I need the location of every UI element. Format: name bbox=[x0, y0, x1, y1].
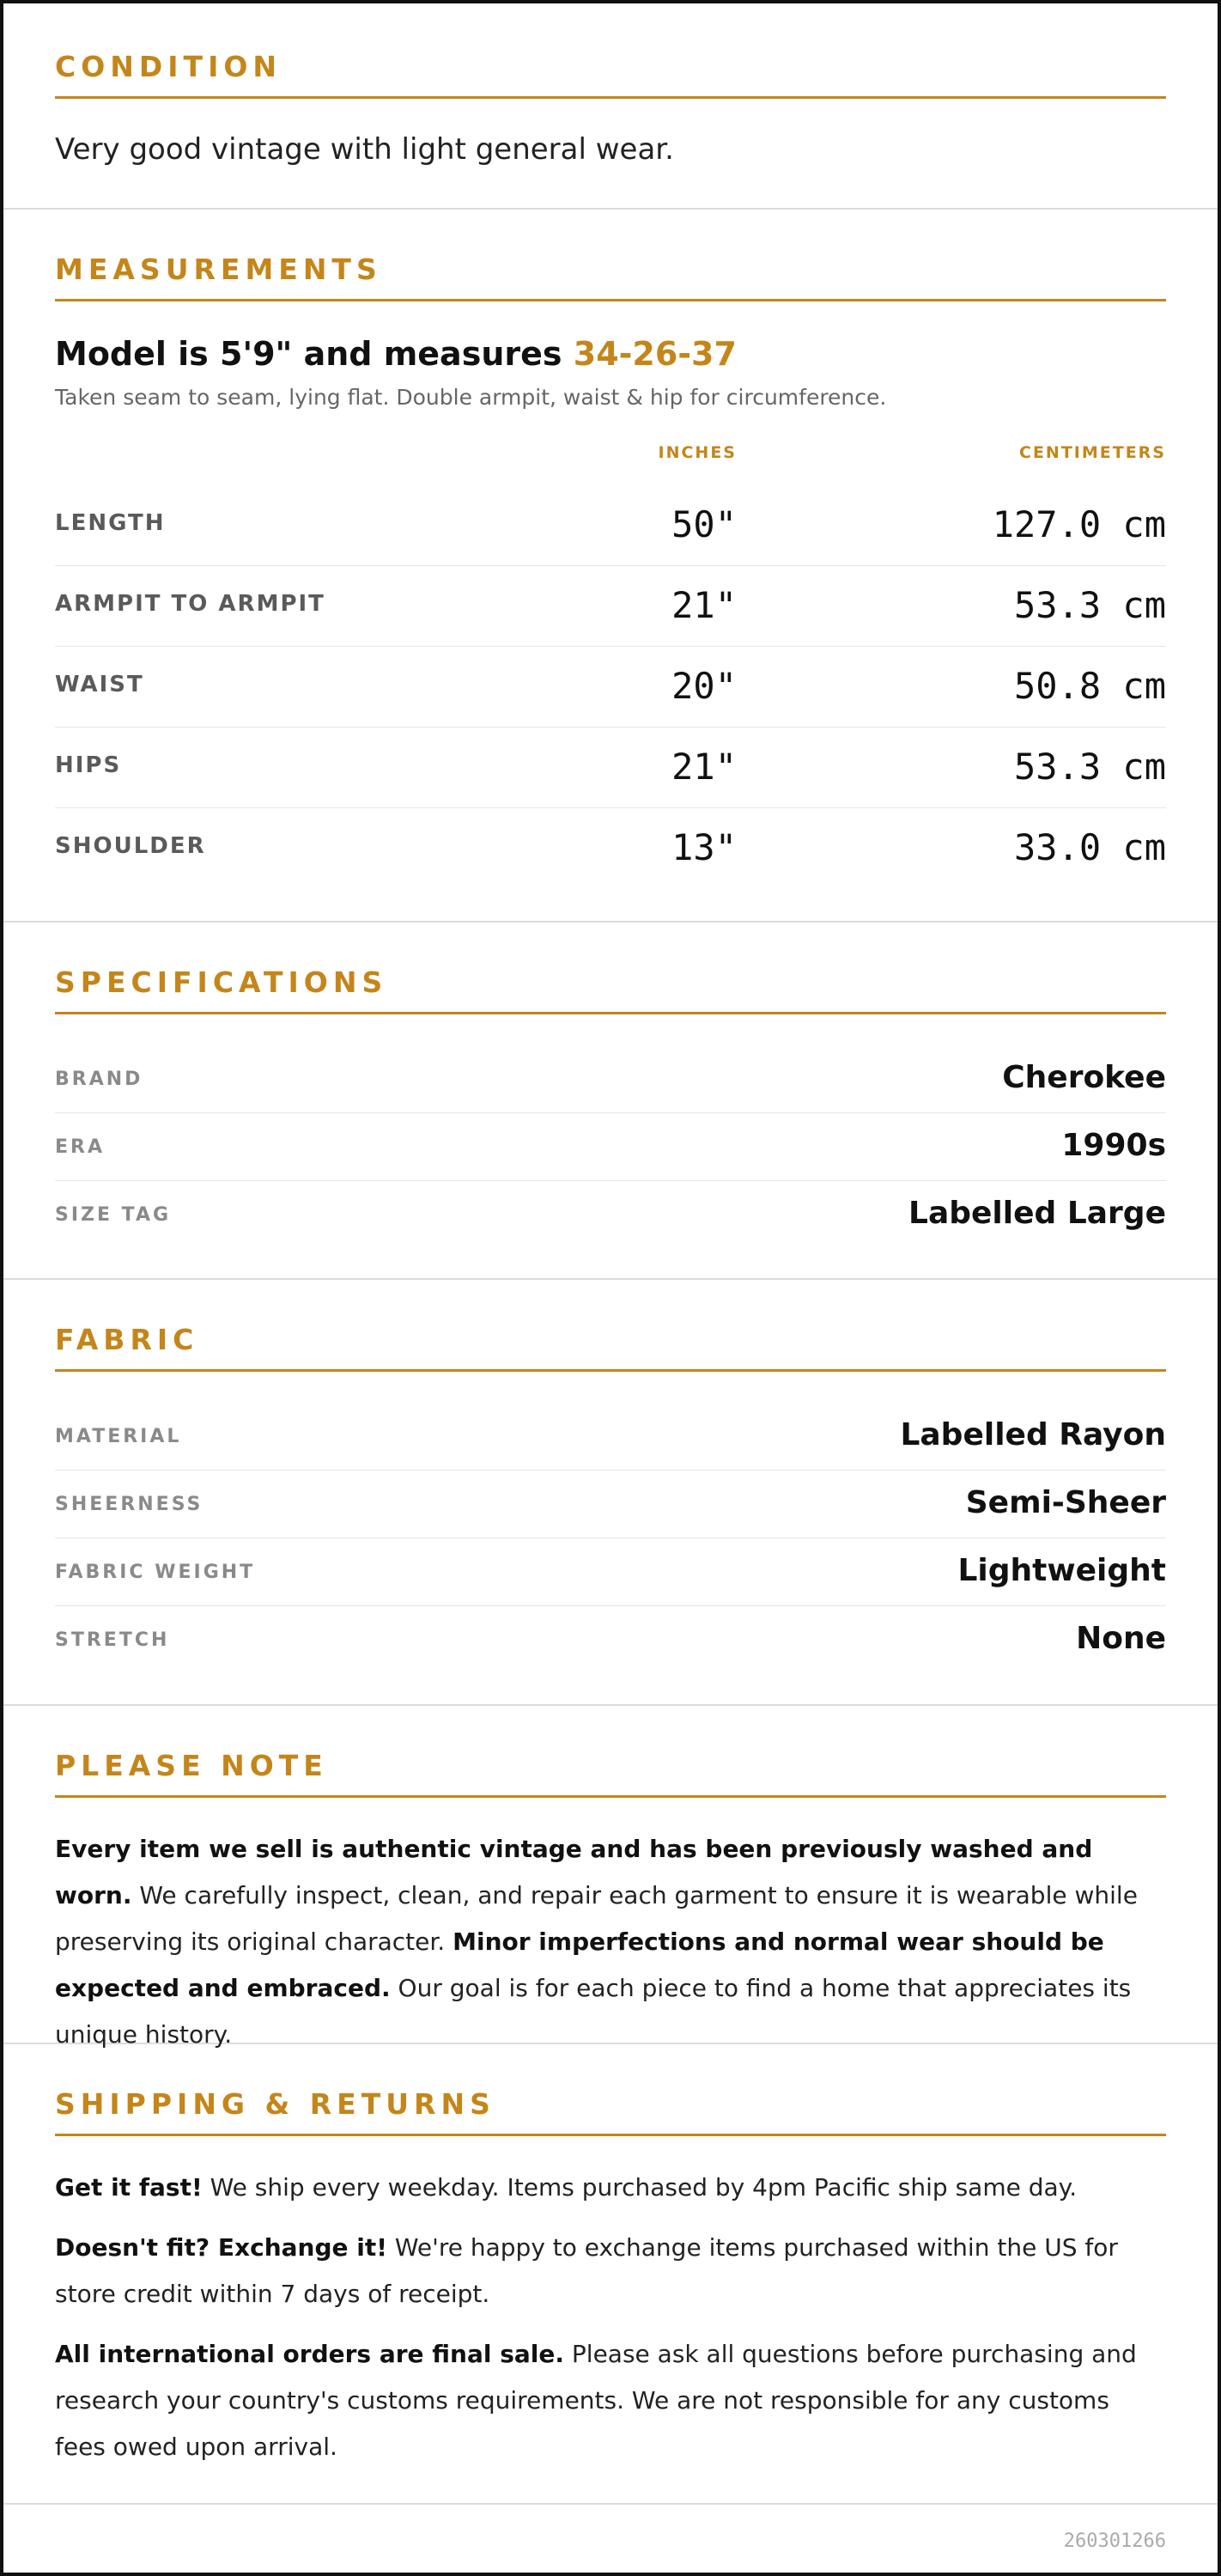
fabric-value: Semi-Sheer bbox=[965, 1485, 1166, 1520]
fabric-row-material bbox=[55, 1402, 1166, 1471]
shipping-heading: SHIPPING & RETURNS bbox=[55, 2087, 1166, 2136]
model-value: 34-26-37 bbox=[573, 335, 737, 373]
product-id: 260301266 bbox=[1063, 2530, 1166, 2552]
shipping-bold-3: All international orders are final sale. bbox=[55, 2340, 565, 2368]
shipping-text-1: We ship every weekday. Items purchased by 4pm Pacific ship same day. bbox=[202, 2173, 1078, 2201]
specifications-heading: SPECIFICATIONS bbox=[55, 965, 1166, 1014]
spec-value: Labelled Large bbox=[908, 1196, 1166, 1231]
measurement-label: SHOULDER bbox=[55, 833, 206, 859]
column-header-inches: INCHES bbox=[658, 443, 737, 462]
fabric-section bbox=[3, 1280, 1218, 1706]
measurement-cm: 53.3 cm bbox=[1013, 746, 1166, 788]
measurement-inches: 50" bbox=[671, 503, 737, 545]
measurement-note: Taken seam to seam, lying flat. Double armpit, waist & hip for circumference. bbox=[55, 385, 887, 410]
spec-row-brand bbox=[55, 1044, 1166, 1113]
shipping-text-3: Please ask all questions before purchasing and research your country's customs requirements. We are not responsible for any customs fees owed upon arrival. bbox=[55, 2340, 1137, 2461]
measurement-row-waist bbox=[55, 646, 1166, 728]
model-measurements bbox=[55, 335, 737, 373]
measurement-label: WAIST bbox=[55, 672, 144, 697]
measurement-label: HIPS bbox=[55, 752, 122, 778]
shipping-paragraph-2 bbox=[55, 2225, 1166, 2317]
fabric-label: FABRIC WEIGHT bbox=[55, 1562, 256, 1583]
note-bold-2: Minor imperfections and normal wear should be expected and embraced. bbox=[55, 1927, 1104, 2002]
condition-heading: CONDITION bbox=[55, 50, 1166, 99]
measurement-cm: 50.8 cm bbox=[1013, 665, 1166, 707]
condition-section bbox=[3, 3, 1218, 210]
fabric-row-weight bbox=[55, 1538, 1166, 1606]
shipping-paragraph-3 bbox=[55, 2331, 1166, 2470]
spec-label: SIZE TAG bbox=[55, 1204, 172, 1226]
please-note-text bbox=[55, 1826, 1166, 2058]
fabric-label: STRETCH bbox=[55, 1629, 170, 1651]
please-note-section bbox=[3, 1706, 1218, 2049]
fabric-row-stretch bbox=[55, 1605, 1166, 1673]
shipping-text-2: We're happy to exchange items purchased within the US for store credit within 7 days of receipt. bbox=[55, 2233, 1118, 2308]
model-prefix: Model is 5'9" and measures bbox=[55, 335, 562, 373]
spec-row-era bbox=[55, 1112, 1166, 1181]
fabric-label: MATERIAL bbox=[55, 1426, 182, 1447]
column-header-centimeters: CENTIMETERS bbox=[1019, 443, 1166, 462]
measurement-inches: 13" bbox=[671, 826, 737, 868]
specifications-section bbox=[3, 923, 1218, 1280]
measurement-label: ARMPIT TO ARMPIT bbox=[55, 591, 325, 617]
measurement-inches: 21" bbox=[671, 746, 737, 788]
fabric-value: Labelled Rayon bbox=[900, 1417, 1166, 1452]
spec-value: Cherokee bbox=[1002, 1060, 1166, 1095]
fabric-value: None bbox=[1076, 1621, 1166, 1656]
measurement-row-armpit bbox=[55, 565, 1166, 647]
measurement-inches: 20" bbox=[671, 665, 737, 707]
spec-value: 1990s bbox=[1061, 1128, 1166, 1163]
fabric-row-sheerness bbox=[55, 1470, 1166, 1538]
condition-text: Very good vintage with light general wear. bbox=[55, 132, 674, 167]
spec-label: ERA bbox=[55, 1136, 105, 1158]
measurement-row-hips bbox=[55, 727, 1166, 808]
shipping-section bbox=[3, 2044, 1218, 2505]
spec-label: BRAND bbox=[55, 1069, 143, 1090]
measurement-row-length bbox=[55, 484, 1166, 566]
measurement-cm: 127.0 cm bbox=[992, 503, 1166, 545]
please-note-heading: PLEASE NOTE bbox=[55, 1749, 1166, 1798]
measurements-section bbox=[3, 210, 1218, 923]
note-bold-1: Every item we sell is authentic vintage and has been previously washed and worn. bbox=[55, 1835, 1093, 1909]
fabric-label: SHEERNESS bbox=[55, 1494, 204, 1515]
spec-row-size-tag bbox=[55, 1180, 1166, 1248]
fabric-value: Lightweight bbox=[957, 1553, 1166, 1588]
shipping-paragraph-1 bbox=[55, 2165, 1166, 2211]
note-text-1: We carefully inspect, clean, and repair each garment to ensure it is wearable while preserving its original character. bbox=[55, 1881, 1138, 1956]
measurement-cm: 33.0 cm bbox=[1013, 826, 1166, 868]
measurements-heading: MEASUREMENTS bbox=[55, 253, 1166, 301]
measurement-cm: 53.3 cm bbox=[1013, 584, 1166, 626]
measurement-inches: 21" bbox=[671, 584, 737, 626]
fabric-heading: FABRIC bbox=[55, 1323, 1166, 1372]
measurement-label: LENGTH bbox=[55, 510, 166, 536]
note-text-2: Our goal is for each piece to find a home that appreciates its unique history. bbox=[55, 1974, 1132, 2049]
measurement-row-shoulder bbox=[55, 807, 1166, 888]
shipping-bold-1: Get it fast! bbox=[55, 2173, 203, 2201]
shipping-bold-2: Doesn't fit? Exchange it! bbox=[55, 2233, 387, 2262]
